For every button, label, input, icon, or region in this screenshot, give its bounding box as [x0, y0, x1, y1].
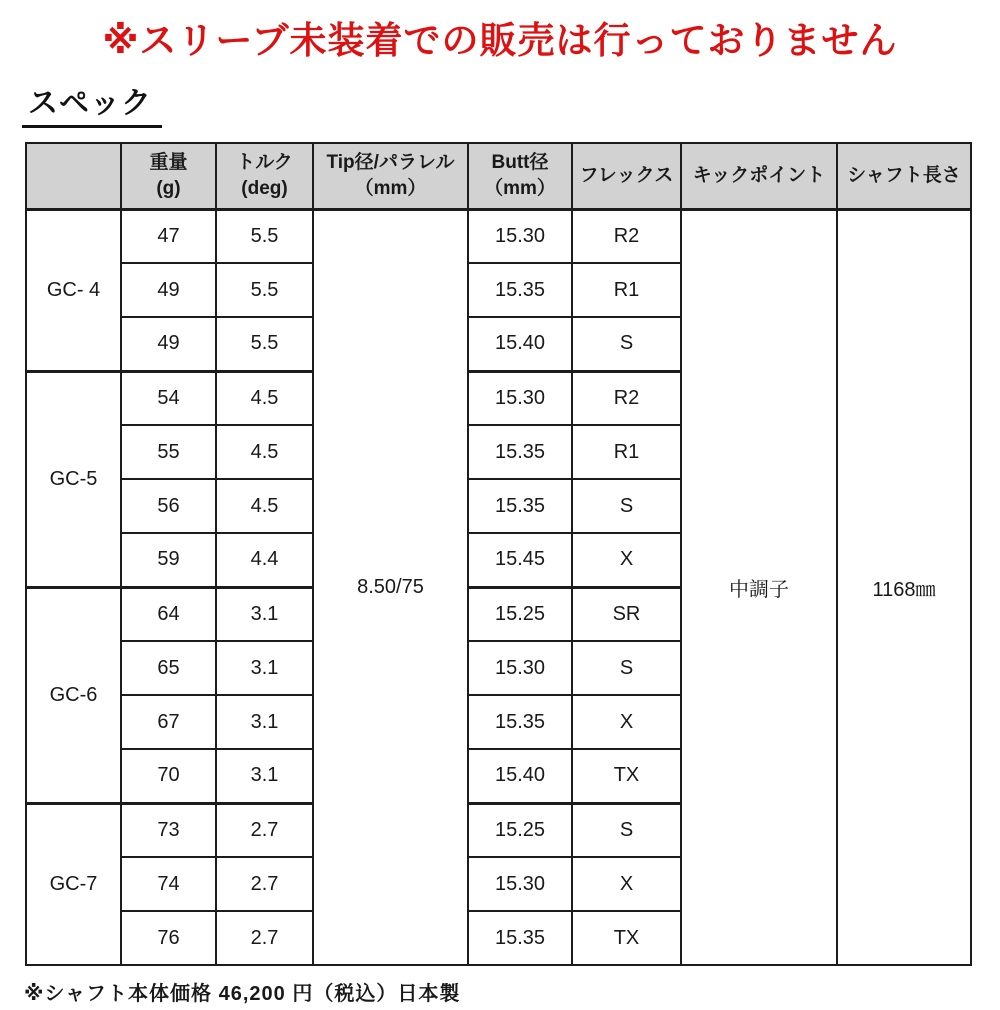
weight-cell: 65: [121, 641, 216, 695]
butt-diameter-header-label: Butt径: [491, 152, 549, 174]
weight-header-cell: [121, 143, 216, 209]
spec-table-header: [26, 143, 971, 209]
torque-header-label: トルク: [236, 152, 293, 174]
flex-cell: X: [572, 857, 681, 911]
butt-diameter-header-unit: （mm）: [484, 177, 556, 199]
flex-cell: R1: [572, 263, 681, 317]
flex-cell: X: [572, 695, 681, 749]
tip-diameter-header-label: Tip径/パラレル: [326, 152, 455, 174]
torque-cell: 2.7: [216, 911, 313, 965]
kick-point-header-cell: [681, 143, 837, 209]
butt-cell: 15.30: [468, 209, 572, 263]
butt-diameter-header-cell: [468, 143, 572, 209]
torque-cell: 2.7: [216, 803, 313, 857]
sleeve-notice-text: ※スリーブ未装着での販売は行っておりません: [102, 20, 898, 61]
weight-cell: 74: [121, 857, 216, 911]
weight-cell: 73: [121, 803, 216, 857]
weight-cell: 70: [121, 749, 216, 803]
weight-cell: 56: [121, 479, 216, 533]
butt-cell: 15.25: [468, 803, 572, 857]
weight-header-label: 重量: [149, 152, 188, 174]
shaft-length-cell: 1168㎜: [837, 209, 971, 965]
spec-table: [25, 142, 972, 966]
weight-cell: 49: [121, 263, 216, 317]
torque-cell: 4.4: [216, 533, 313, 587]
butt-cell: 15.30: [468, 857, 572, 911]
group-cell-gc7: GC-7: [26, 803, 121, 965]
torque-cell: 3.1: [216, 641, 313, 695]
butt-cell: 15.45: [468, 533, 572, 587]
flex-cell: S: [572, 317, 681, 371]
tip-diameter-header-unit: （mm）: [354, 177, 427, 199]
flex-cell: S: [572, 641, 681, 695]
torque-header-cell: [216, 143, 313, 209]
butt-cell: 15.30: [468, 641, 572, 695]
weight-cell: 64: [121, 587, 216, 641]
corner-header-cell: [26, 143, 121, 209]
flex-cell: TX: [572, 911, 681, 965]
page-title: スペック: [22, 78, 162, 128]
weight-cell: 59: [121, 533, 216, 587]
weight-cell: 67: [121, 695, 216, 749]
flex-cell: SR: [572, 587, 681, 641]
butt-cell: 15.30: [468, 371, 572, 425]
butt-cell: 15.35: [468, 263, 572, 317]
torque-header-unit: (deg): [241, 177, 288, 199]
flex-cell: R2: [572, 209, 681, 263]
butt-cell: 15.40: [468, 749, 572, 803]
group-cell-gc6: GC-6: [26, 587, 121, 803]
flex-cell: S: [572, 479, 681, 533]
flex-cell: R2: [572, 371, 681, 425]
group-cell-gc4: GC- 4: [26, 209, 121, 371]
weight-cell: 47: [121, 209, 216, 263]
table-row: [26, 209, 971, 263]
butt-cell: 15.25: [468, 587, 572, 641]
kick-point-cell: 中調子: [681, 209, 837, 965]
weight-cell: 55: [121, 425, 216, 479]
kick-point-header-label: キックポイント: [692, 164, 826, 186]
torque-cell: 4.5: [216, 371, 313, 425]
flex-cell: X: [572, 533, 681, 587]
butt-cell: 15.35: [468, 695, 572, 749]
butt-cell: 15.35: [468, 479, 572, 533]
weight-cell: 54: [121, 371, 216, 425]
butt-cell: 15.35: [468, 911, 572, 965]
torque-cell: 3.1: [216, 587, 313, 641]
section-title-wrap: [0, 64, 1000, 128]
torque-cell: 5.5: [216, 317, 313, 371]
tip-diameter-header-cell: [313, 143, 468, 209]
torque-cell: 5.5: [216, 209, 313, 263]
weight-cell: 49: [121, 317, 216, 371]
shaft-length-header-cell: [837, 143, 971, 209]
flex-header-label: フレックス: [579, 164, 674, 186]
weight-cell: 76: [121, 911, 216, 965]
flex-cell: R1: [572, 425, 681, 479]
torque-cell: 4.5: [216, 425, 313, 479]
torque-cell: 2.7: [216, 857, 313, 911]
group-cell-gc5: GC-5: [26, 371, 121, 587]
header-row: [26, 143, 971, 209]
flex-header-cell: [572, 143, 681, 209]
flex-cell: S: [572, 803, 681, 857]
butt-cell: 15.40: [468, 317, 572, 371]
butt-cell: 15.35: [468, 425, 572, 479]
torque-cell: 3.1: [216, 695, 313, 749]
flex-cell: TX: [572, 749, 681, 803]
spec-table-body: [26, 209, 971, 965]
tip-diameter-cell: 8.50/75: [313, 209, 468, 965]
price-note: ※シャフト本体価格 46,200 円（税込）日本製: [24, 983, 461, 1005]
torque-cell: 4.5: [216, 479, 313, 533]
torque-cell: 3.1: [216, 749, 313, 803]
torque-cell: 5.5: [216, 263, 313, 317]
shaft-length-header-label: シャフト長さ: [847, 164, 961, 186]
weight-header-unit: (g): [156, 177, 181, 199]
